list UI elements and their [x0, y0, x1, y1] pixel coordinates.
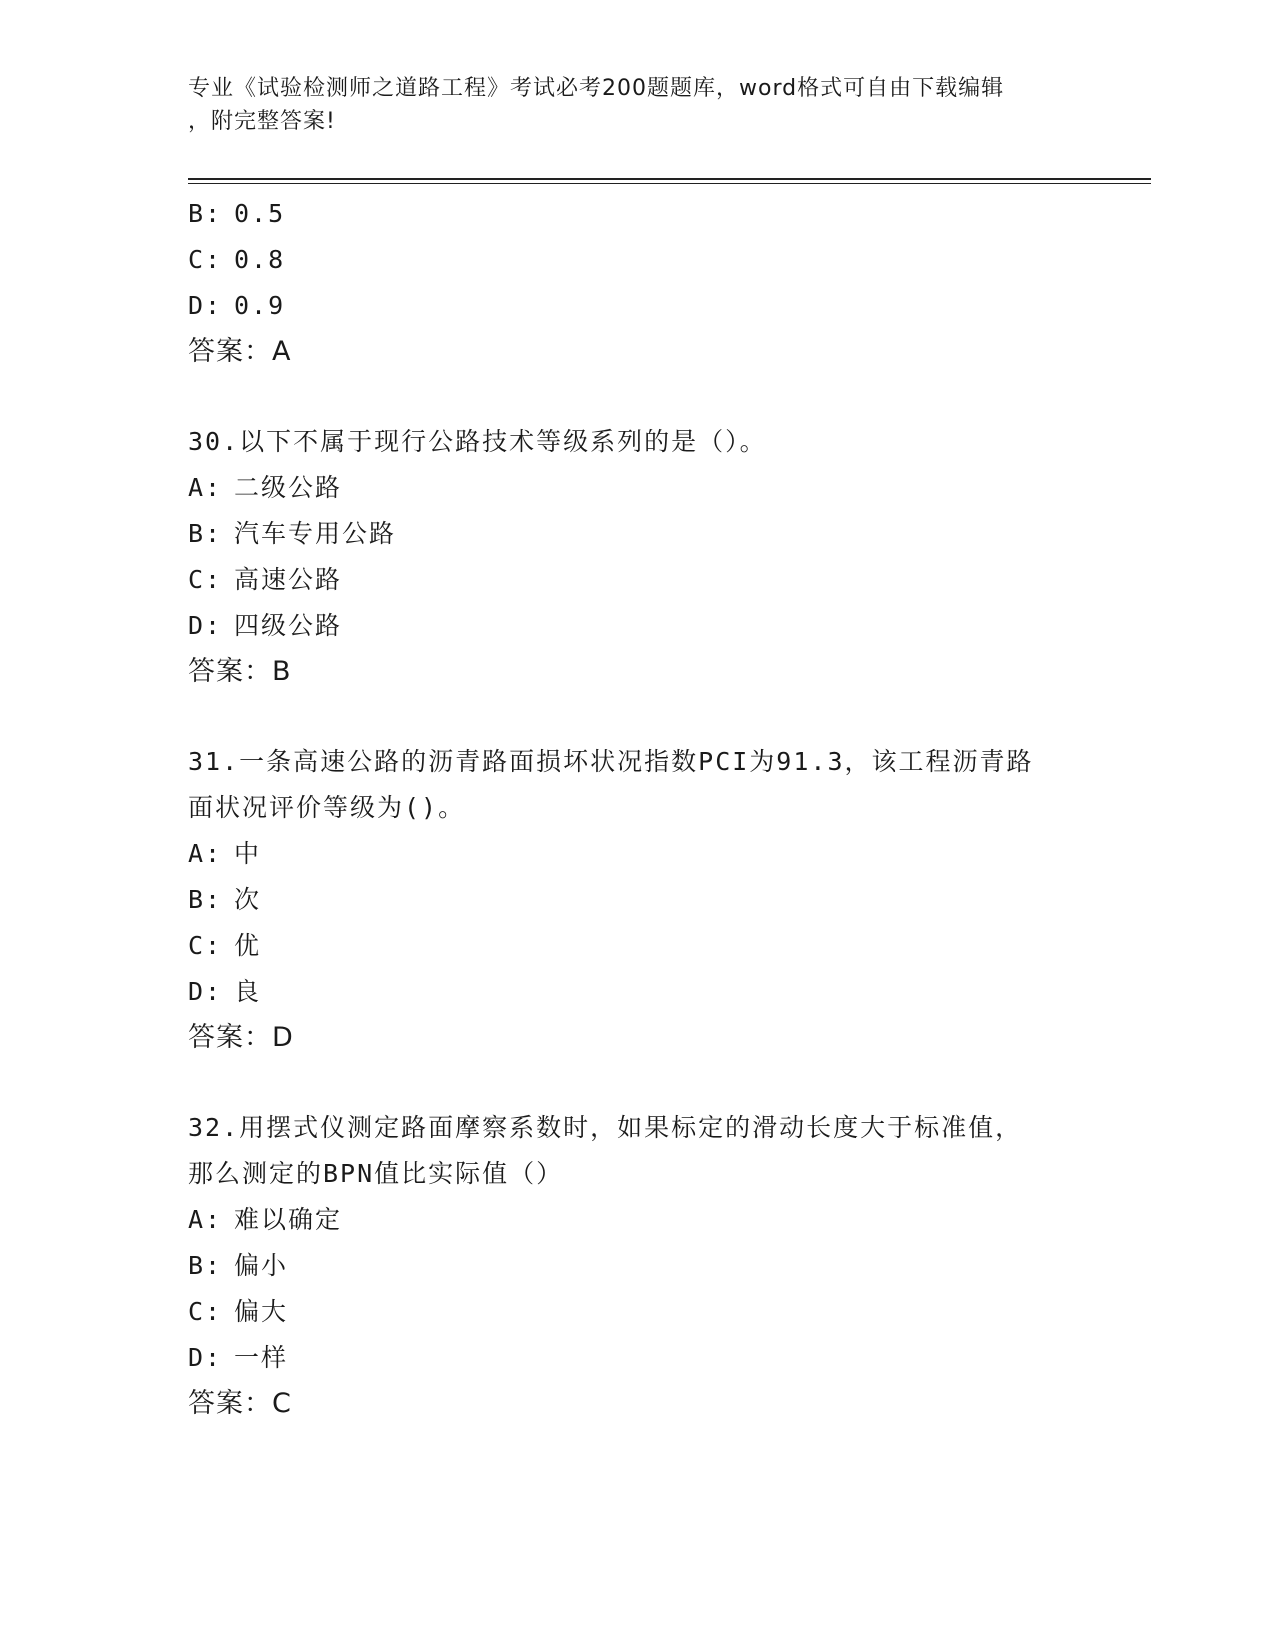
answer-line: 答案：C: [188, 1388, 292, 1419]
question-block-30: [188, 419, 1088, 695]
option-a: [188, 1197, 1088, 1243]
option-c: [188, 557, 1088, 603]
option-label: C:: [188, 565, 223, 594]
option-label: C:: [188, 931, 223, 960]
question-content: [188, 191, 1088, 1427]
option-label: D:: [188, 291, 223, 320]
option-d: [188, 283, 1088, 329]
option-d: [188, 1335, 1088, 1381]
question-stem: 32.用摆式仪测定路面摩察系数时，如果标定的滑动长度大于标准值，: [188, 1113, 1023, 1142]
question-stem: 30.以下不属于现行公路技术等级系列的是（）。: [188, 427, 767, 456]
option-text: 偏小: [234, 1251, 289, 1280]
option-text: 良: [234, 977, 262, 1006]
option-label: A:: [188, 839, 223, 868]
spacer: [188, 375, 1088, 419]
option-b: [188, 1243, 1088, 1289]
option-b: [188, 191, 1088, 237]
option-text: 二级公路: [234, 473, 343, 502]
option-label: D:: [188, 1343, 223, 1372]
question-block-29: [188, 191, 1088, 375]
header-divider-thin: [188, 183, 1151, 184]
option-label: D:: [188, 977, 223, 1006]
spacer: [188, 1061, 1088, 1105]
question-block-32: [188, 1105, 1088, 1427]
option-text: 0.8: [234, 245, 286, 274]
question-stem-continued: 面状况评价等级为()。: [188, 793, 466, 822]
option-a: [188, 465, 1088, 511]
answer-line: 答案：B: [188, 656, 292, 687]
option-text: 0.5: [234, 199, 286, 228]
option-label: C:: [188, 1297, 223, 1326]
option-label: D:: [188, 611, 223, 640]
option-c: [188, 1289, 1088, 1335]
answer-line: 答案：A: [188, 336, 292, 367]
option-label: A:: [188, 473, 223, 502]
question-stem-continued: 那么测定的BPN值比实际值（）: [188, 1159, 564, 1188]
option-text: 次: [234, 885, 262, 914]
document-header: [188, 72, 1088, 138]
spacer: [188, 695, 1088, 739]
question-block-31: [188, 739, 1088, 1061]
header-title-line-1: 专业《试验检测师之道路工程》考试必考200题题库，word格式可自由下载编辑: [188, 76, 1005, 101]
question-stem: 31.一条高速公路的沥青路面损坏状况指数PCI为91.3，该工程沥青路: [188, 747, 1034, 776]
option-d: [188, 969, 1088, 1015]
option-text: 一样: [234, 1343, 289, 1372]
option-text: 偏大: [234, 1297, 289, 1326]
option-label: B:: [188, 885, 223, 914]
option-label: C:: [188, 245, 223, 274]
option-b: [188, 877, 1088, 923]
answer-line: 答案：D: [188, 1022, 294, 1053]
option-text: 汽车专用公路: [234, 519, 397, 548]
option-c: [188, 237, 1088, 283]
option-text: 难以确定: [234, 1205, 343, 1234]
header-title-line-2: ，附完整答案!: [188, 109, 336, 134]
option-a: [188, 831, 1088, 877]
option-label: B:: [188, 519, 223, 548]
option-label: B:: [188, 199, 223, 228]
option-d: [188, 603, 1088, 649]
header-divider-thick: [188, 178, 1151, 180]
option-text: 高速公路: [234, 565, 343, 594]
option-b: [188, 511, 1088, 557]
option-text: 四级公路: [234, 611, 343, 640]
option-label: B:: [188, 1251, 223, 1280]
option-text: 中: [234, 839, 262, 868]
option-text: 0.9: [234, 291, 286, 320]
option-text: 优: [234, 931, 262, 960]
option-c: [188, 923, 1088, 969]
option-label: A:: [188, 1205, 223, 1234]
